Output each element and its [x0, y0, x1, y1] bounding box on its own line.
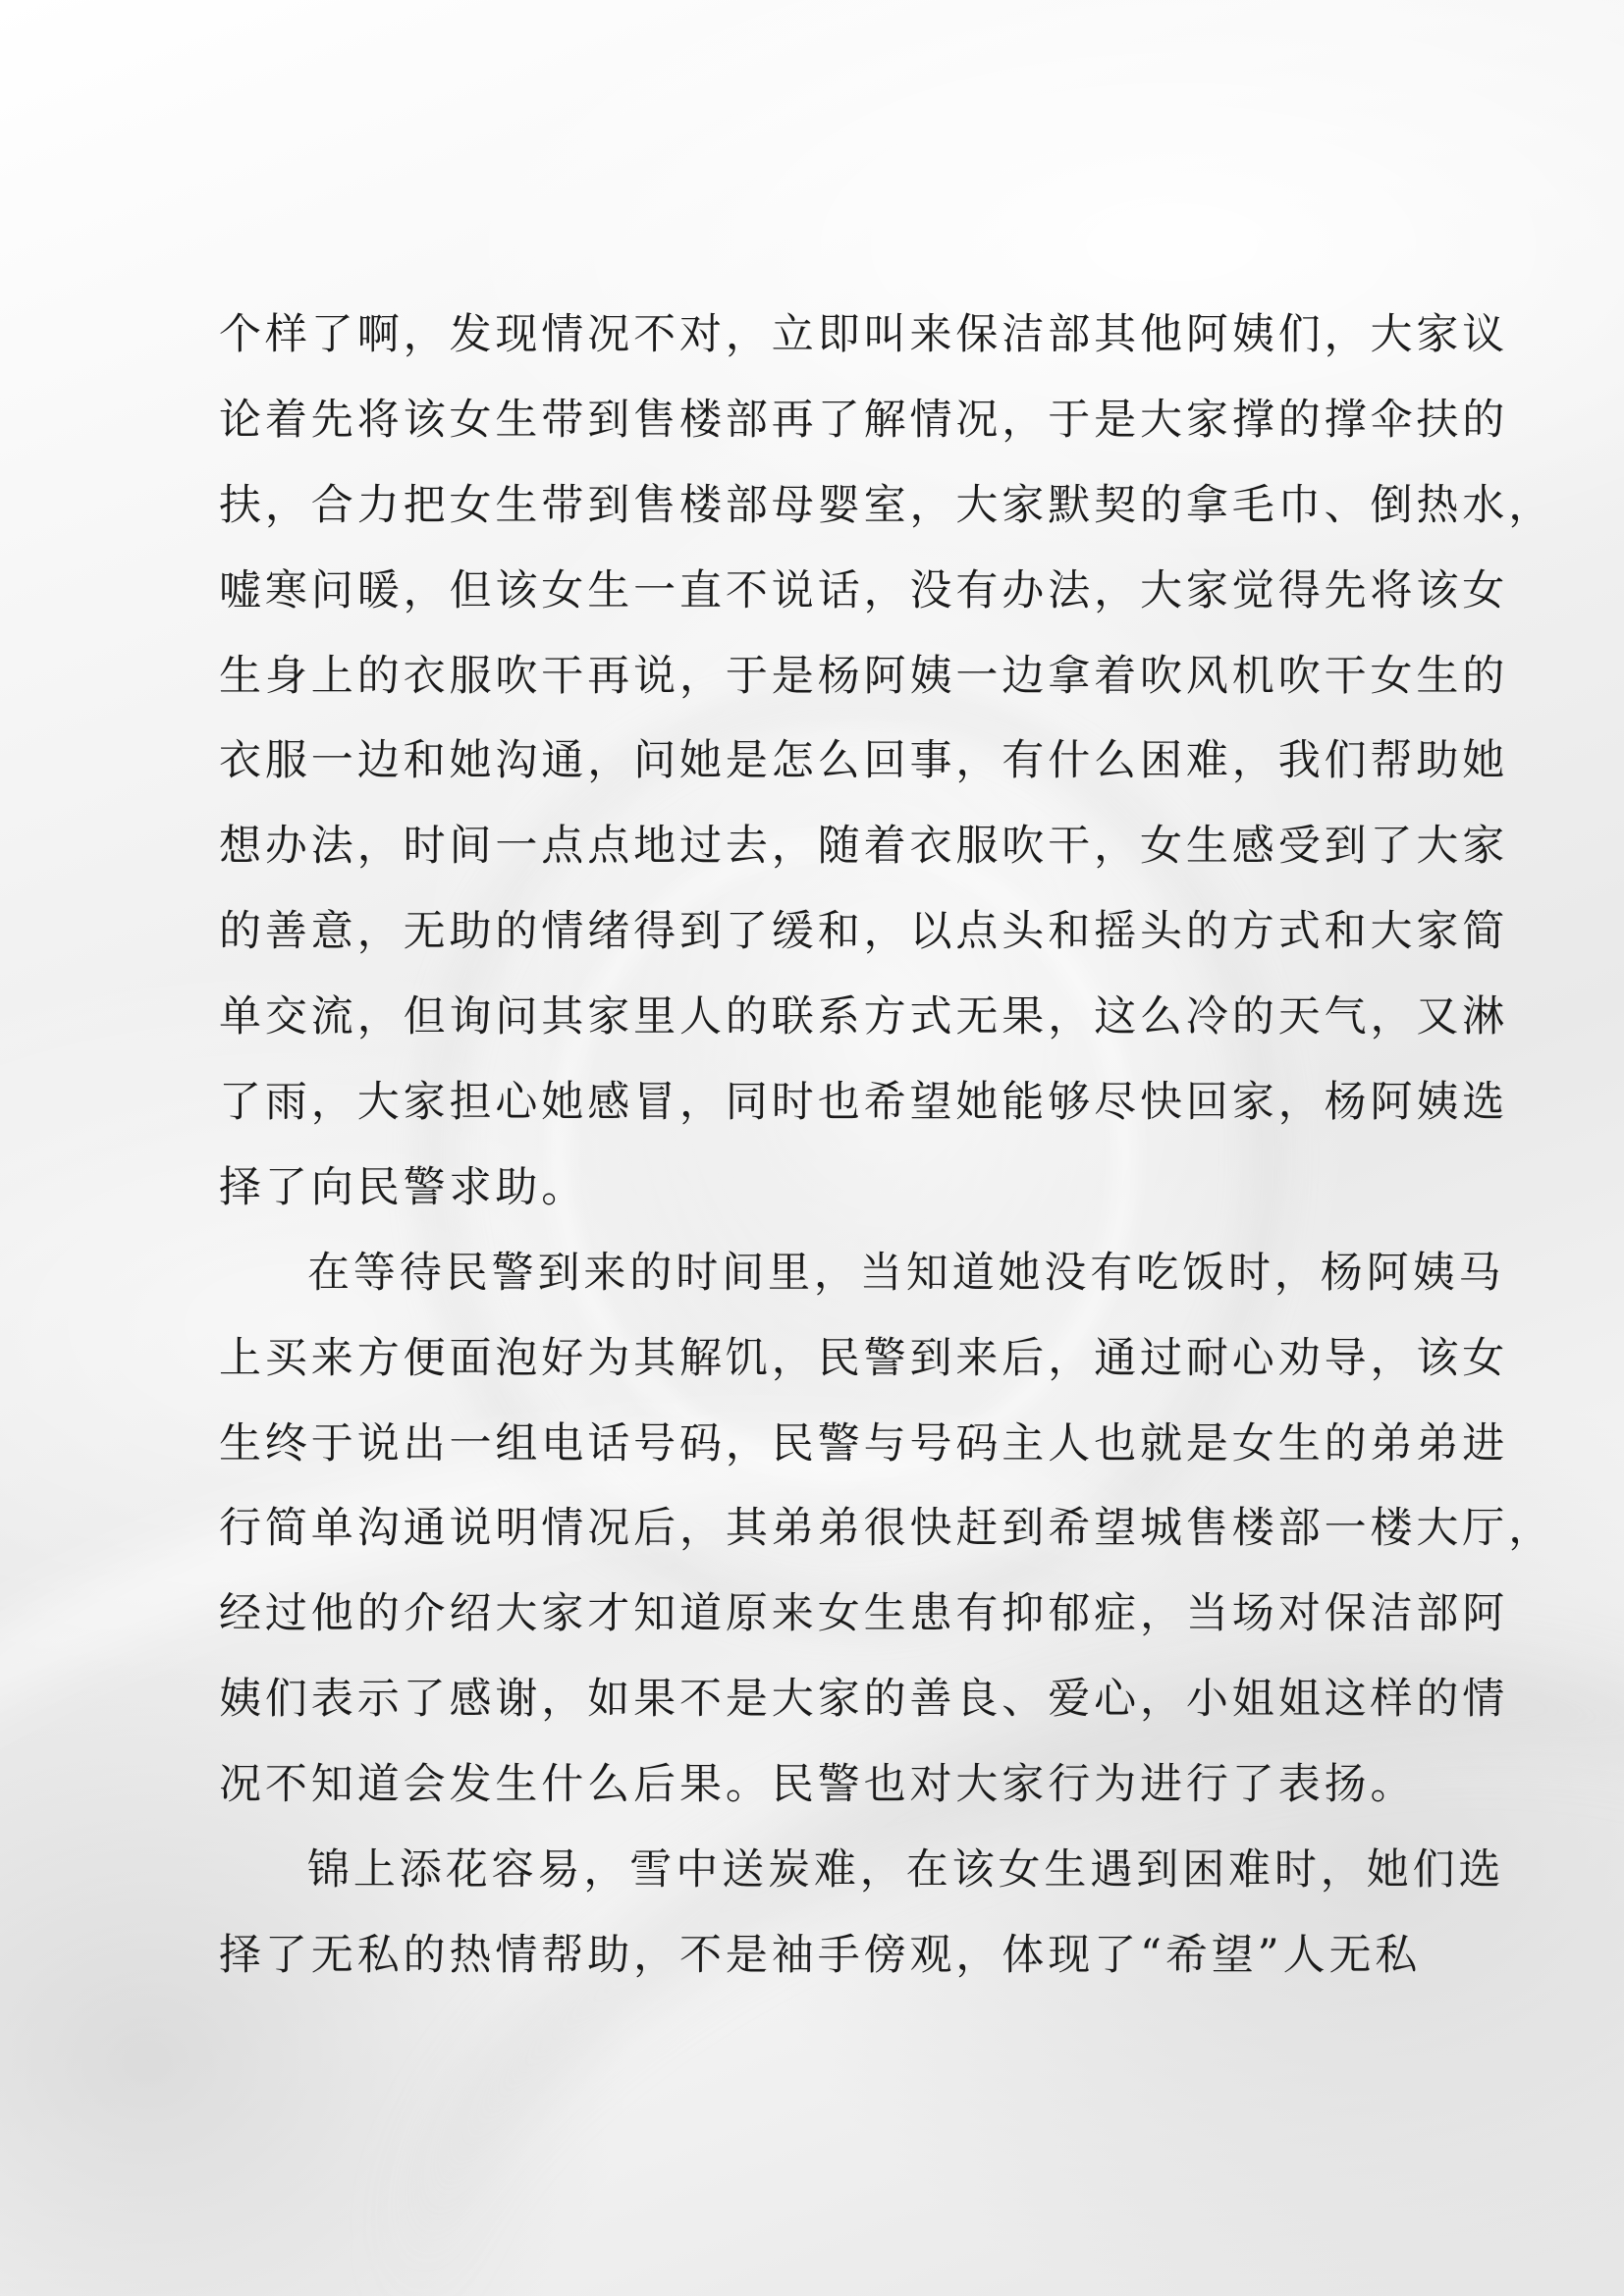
text-line: 论着先将该女生带到售楼部再了解情况，于是大家撑的撑伞扶的	[219, 395, 1509, 445]
text-line: 个样了啊，发现情况不对，立即叫来保洁部其他阿姨们，大家议	[219, 310, 1509, 359]
text-line: 的善意，无助的情绪得到了缓和，以点头和摇头的方式和大家简	[219, 907, 1509, 957]
text-line: 嘘寒问暖，但该女生一直不说话，没有办法，大家觉得先将该女	[219, 565, 1509, 615]
text-line: 上买来方便面泡好为其解饥，民警到来后，通过耐心劝导，该女	[219, 1333, 1509, 1383]
text-line: 扶，合力把女生带到售楼部母婴室，大家默契的拿毛巾、倒热水，	[219, 480, 1555, 530]
text-line: 姨们表示了感谢，如果不是大家的善良、爱心，小姐姐这样的情	[219, 1675, 1509, 1725]
text-line: 况不知道会发生什么后果。民警也对大家行为进行了表扬。	[219, 1760, 1417, 1810]
body-text	[219, 293, 1555, 1999]
text-line: 了雨，大家担心她感冒，同时也希望她能够尽快回家，杨阿姨选	[219, 1078, 1509, 1128]
text-line: 生身上的衣服吹干再说，于是杨阿姨一边拿着吹风机吹干女生的	[219, 651, 1509, 701]
text-line: 择了无私的热情帮助，不是袖手傍观，体现了“希望”人无私	[219, 1930, 1422, 1980]
text-line: 生终于说出一组电话号码，民警与号码主人也就是女生的弟弟进	[219, 1418, 1509, 1468]
text-line: 衣服一边和她沟通，问她是怎么回事，有什么困难，我们帮助她	[219, 736, 1509, 786]
text-line: 单交流，但询问其家里人的联系方式无果，这么冷的天气，又淋	[219, 992, 1509, 1042]
text-line: 择了向民警求助。	[219, 1162, 588, 1212]
paragraph-start-line: 锦上添花容易，雪中送炭难，在该女生遇到困难时，她们选	[307, 1845, 1505, 1896]
text-line: 经过他的介绍大家才知道原来女生患有抑郁症，当场对保洁部阿	[219, 1589, 1509, 1639]
text-line: 行简单沟通说明情况后，其弟弟很快赶到希望城售楼部一楼大厅，	[219, 1504, 1555, 1554]
text-line: 想办法，时间一点点地过去，随着衣服吹干，女生感受到了大家	[219, 822, 1509, 872]
paragraph-start-line: 在等待民警到来的时间里，当知道她没有吃饭时，杨阿姨马	[307, 1248, 1505, 1298]
